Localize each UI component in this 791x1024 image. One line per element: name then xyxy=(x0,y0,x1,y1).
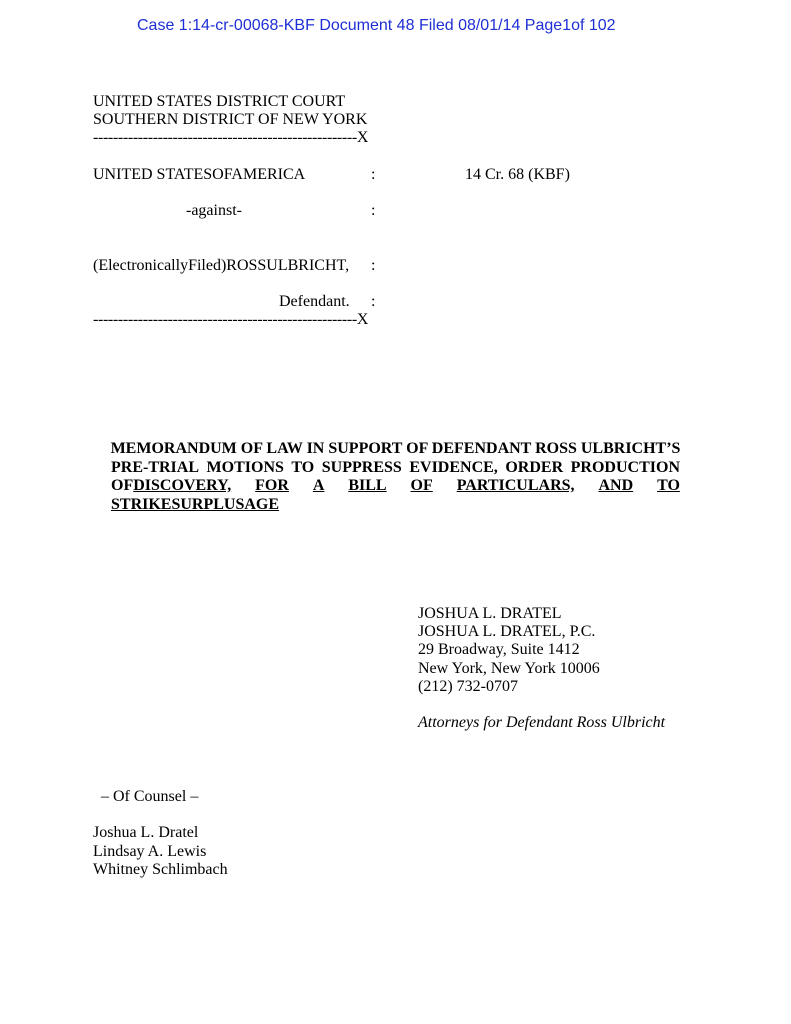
defendant-name: (ElectronicallyFiled)ROSSULBRICHT, xyxy=(93,257,350,274)
filed-date: Filed 08/01/14 xyxy=(418,17,521,34)
memo-title-line: OFDISCOVERY, FOR A BILL OF PARTICULARS, AND TO xyxy=(111,477,680,494)
case-docket-number: 14 Cr. 68 (KBF) xyxy=(465,166,570,183)
counsel-name: Whitney Schlimbach xyxy=(93,861,228,878)
counsel-name: Lindsay A. Lewis xyxy=(93,843,207,860)
caption-divider-bottom: -----------------------------------------------------X xyxy=(93,311,369,328)
case-header-stamp xyxy=(137,17,616,35)
attorney-role: Attorneys for Defendant Ross Ulbricht xyxy=(418,714,666,731)
caption-colon: : xyxy=(371,293,376,310)
document-number: Document 48 xyxy=(319,17,415,34)
attorney-phone: (212) 732-0707 xyxy=(418,678,518,695)
memo-title-line: PRE-TRIAL MOTIONS TO SUPPRESS EVIDENCE, ORDER PRODUCTION xyxy=(111,458,680,476)
counsel-name: Joshua L. Dratel xyxy=(93,824,199,841)
caption-colon: : xyxy=(371,257,376,274)
memorandum-title xyxy=(111,440,680,514)
caption-colon: : xyxy=(371,166,376,183)
attorney-address-line1: 29 Broadway, Suite 1412 xyxy=(418,641,580,658)
court-district: SOUTHERN DISTRICT OF NEW YORK xyxy=(93,111,368,128)
of-counsel-heading: – Of Counsel – xyxy=(101,788,199,805)
page-label: Page1of 102 xyxy=(524,17,616,34)
court-name: UNITED STATES DISTRICT COURT xyxy=(93,93,346,110)
attorney-firm: JOSHUA L. DRATEL, P.C. xyxy=(418,623,596,640)
attorney-address-line2: New York, New York 10006 xyxy=(418,660,600,677)
against-label: -against- xyxy=(186,202,242,219)
caption-colon: : xyxy=(371,202,376,219)
case-number: Case 1:14-cr-00068-KBF xyxy=(137,17,315,34)
memo-title-line: MEMORANDUM OF LAW IN SUPPORT OF DEFENDANT ROSS ULBRICHT’S xyxy=(110,440,681,457)
attorney-name: JOSHUA L. DRATEL xyxy=(418,605,562,622)
plaintiff-name: UNITED STATESOFAMERICA xyxy=(93,166,306,183)
caption-divider-top: -----------------------------------------------------X xyxy=(93,129,369,146)
memo-title-line: STRIKESURPLUSAGE xyxy=(111,495,280,513)
defendant-label: Defendant. xyxy=(279,293,350,310)
